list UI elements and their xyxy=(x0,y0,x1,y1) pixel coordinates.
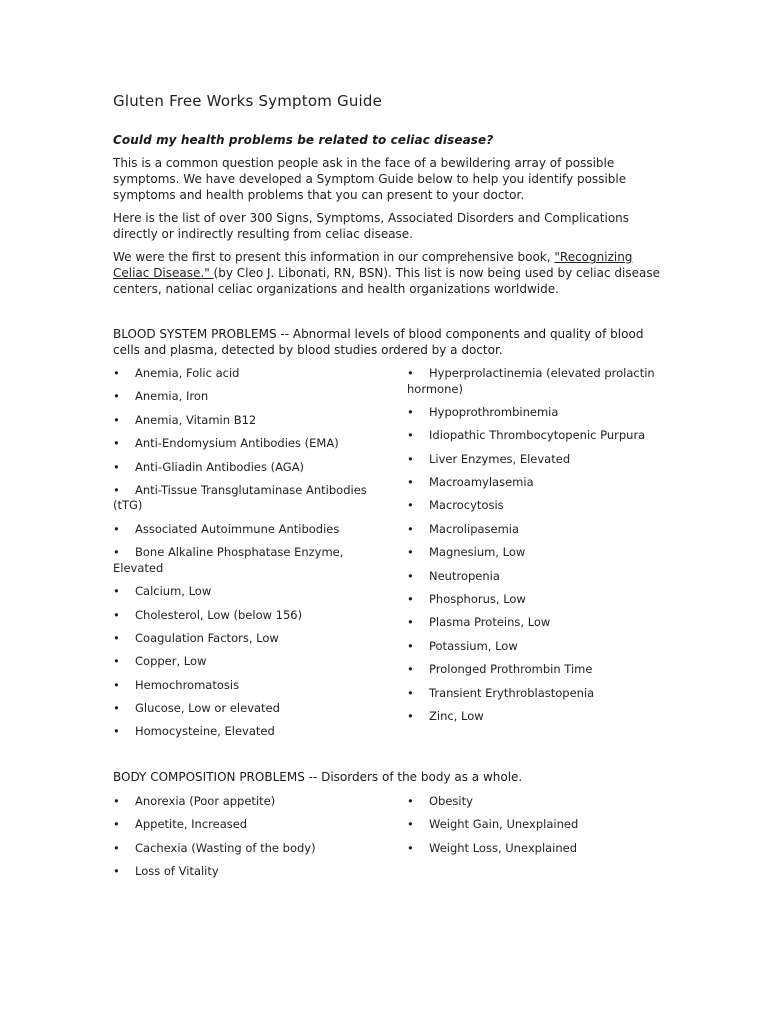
book-title-link[interactable]: "Recognizing Celiac Disease." xyxy=(113,250,633,280)
blood-system-list-right xyxy=(407,366,667,732)
list-item xyxy=(407,615,667,631)
bullet-icon: • xyxy=(113,794,120,808)
list-item xyxy=(113,522,373,538)
bullet-icon: • xyxy=(407,521,414,536)
list-item xyxy=(113,436,373,452)
list-item-text: Cachexia (Wasting of the body) xyxy=(135,840,316,855)
bullet-icon: • xyxy=(407,708,414,723)
intro-paragraph-1: This is a common question people ask in the face of a bewildering array of possible symptoms. We have developed a Symptom Guide below to help you identify possible symptoms and health problems that you can present to your doctor. xyxy=(113,156,627,202)
list-item xyxy=(407,545,667,561)
bullet-icon: • xyxy=(113,840,120,855)
intro-paragraph-3-text-after: (by Cleo J. Libonati, RN, BSN). This list is now being used by celiac disease centers, national celiac organizations and health organizations worldwide. xyxy=(113,266,660,296)
bullet-icon: • xyxy=(113,724,120,739)
list-item xyxy=(113,794,373,810)
list-item-text: Phosphorus, Low xyxy=(429,592,526,607)
bullet-icon: • xyxy=(407,545,414,560)
list-item xyxy=(407,592,667,608)
bullet-icon: • xyxy=(113,584,120,599)
list-item-text: Obesity xyxy=(429,794,473,808)
list-item xyxy=(113,631,373,647)
bullet-icon: • xyxy=(113,701,120,716)
bullet-icon: • xyxy=(407,615,414,630)
list-item-text: Calcium, Low xyxy=(135,584,212,599)
list-item-text: Plasma Proteins, Low xyxy=(429,615,551,630)
list-item-text: Magnesium, Low xyxy=(429,545,526,560)
body-composition-list-left xyxy=(113,794,373,888)
list-item-text: Coagulation Factors, Low xyxy=(135,630,279,645)
list-item xyxy=(407,639,667,655)
bullet-icon: • xyxy=(407,685,414,700)
body-composition-heading: BODY COMPOSITION PROBLEMS -- Disorders of the body as a whole. xyxy=(113,770,523,784)
body-composition-list-right xyxy=(407,794,667,864)
list-item-text: Idiopathic Thrombocytopenic Purpura xyxy=(429,428,646,443)
list-item-text: Weight Loss, Unexplained xyxy=(429,840,578,855)
bullet-icon: • xyxy=(407,638,414,653)
document-title: Gluten Free Works Symptom Guide xyxy=(113,92,383,110)
list-item-text: Anti-Endomysium Antibodies (EMA) xyxy=(135,436,339,451)
blood-system-list-left xyxy=(113,366,373,748)
list-item xyxy=(113,366,373,382)
bullet-icon: • xyxy=(113,654,120,669)
list-item-text: Liver Enzymes, Elevated xyxy=(429,451,571,466)
list-item xyxy=(113,545,373,576)
list-item-text: Potassium, Low xyxy=(429,638,518,653)
bullet-icon: • xyxy=(407,817,414,832)
bullet-icon: • xyxy=(407,428,414,443)
bullet-icon: • xyxy=(407,794,414,808)
list-item xyxy=(407,475,667,491)
list-item xyxy=(407,662,667,678)
bullet-icon: • xyxy=(407,840,414,855)
list-item-text: Anemia, Iron xyxy=(135,389,209,404)
list-item xyxy=(113,584,373,600)
list-item-text: Anemia, Folic acid xyxy=(135,366,240,380)
list-item-text: Transient Erythroblastopenia xyxy=(429,685,595,700)
list-item-text: Anti-Gliadin Antibodies (AGA) xyxy=(135,459,305,474)
list-item-text: Macrocytosis xyxy=(429,498,504,513)
bullet-icon: • xyxy=(407,568,414,583)
list-item xyxy=(113,841,373,857)
list-item xyxy=(407,452,667,468)
list-item-text: Associated Autoimmune Antibodies xyxy=(135,521,340,536)
intro-paragraph-3 xyxy=(113,249,663,297)
bullet-icon: • xyxy=(113,436,120,451)
list-item xyxy=(113,817,373,833)
list-item-text: Appetite, Increased xyxy=(135,817,248,832)
bullet-icon: • xyxy=(113,482,120,497)
list-item-text: Macrolipasemia xyxy=(429,521,520,536)
bullet-icon: • xyxy=(407,498,414,513)
list-item-text: Macroamylasemia xyxy=(429,475,534,490)
list-item-text: Glucose, Low or elevated xyxy=(135,701,280,716)
bullet-icon: • xyxy=(407,592,414,607)
bullet-icon: • xyxy=(113,864,120,879)
list-item xyxy=(407,522,667,538)
list-item xyxy=(113,654,373,670)
list-item xyxy=(407,709,667,725)
bullet-icon: • xyxy=(407,451,414,466)
document-subtitle: Could my health problems be related to celiac disease? xyxy=(113,133,494,147)
bullet-icon: • xyxy=(113,366,120,380)
bullet-icon: • xyxy=(407,475,414,490)
list-item xyxy=(113,678,373,694)
bullet-icon: • xyxy=(407,404,414,419)
bullet-icon: • xyxy=(113,459,120,474)
list-item xyxy=(113,608,373,624)
list-item xyxy=(407,405,667,421)
bullet-icon: • xyxy=(113,607,120,622)
list-item-text: Hypoprothrombinemia xyxy=(429,404,559,419)
bullet-icon: • xyxy=(113,412,120,427)
list-item-text: Bone Alkaline Phosphatase Enzyme, Elevated xyxy=(113,545,344,575)
list-item xyxy=(407,817,667,833)
list-item-text: Zinc, Low xyxy=(429,708,484,723)
bullet-icon: • xyxy=(113,521,120,536)
list-item xyxy=(407,366,667,397)
bullet-icon: • xyxy=(113,545,120,560)
list-item xyxy=(407,428,667,444)
bullet-icon: • xyxy=(113,817,120,832)
bullet-icon: • xyxy=(113,389,120,404)
list-item xyxy=(113,701,373,717)
bullet-icon: • xyxy=(113,630,120,645)
list-item xyxy=(407,686,667,702)
list-item-text: Anti-Tissue Transglutaminase Antibodies (tTG) xyxy=(113,482,367,513)
list-item-text: Weight Gain, Unexplained xyxy=(429,817,579,832)
list-item xyxy=(113,864,373,880)
bullet-icon: • xyxy=(407,662,414,677)
list-item xyxy=(407,841,667,857)
list-item-text: Anorexia (Poor appetite) xyxy=(135,794,276,808)
list-item xyxy=(407,569,667,585)
list-item-text: Neutropenia xyxy=(429,568,500,583)
list-item-text: Prolonged Prothrombin Time xyxy=(429,662,593,677)
list-item xyxy=(113,413,373,429)
bullet-icon: • xyxy=(407,366,414,380)
list-item-text: Anemia, Vitamin B12 xyxy=(135,412,257,427)
list-item xyxy=(407,498,667,514)
list-item xyxy=(113,483,373,514)
list-item xyxy=(113,389,373,405)
list-item-text: Cholesterol, Low (below 156) xyxy=(135,607,303,622)
list-item xyxy=(407,794,667,810)
list-item xyxy=(113,724,373,740)
intro-paragraph-3-text-before: We were the first to present this information in our comprehensive book, xyxy=(113,250,555,264)
intro-paragraph-2: Here is the list of over 300 Signs, Symptoms, Associated Disorders and Complications directly or indirectly resulting from celiac disease. xyxy=(113,211,630,241)
list-item-text: Homocysteine, Elevated xyxy=(135,724,275,739)
list-item-text: Hemochromatosis xyxy=(135,677,240,692)
list-item-text: Copper, Low xyxy=(135,654,207,669)
list-item-text: Loss of Vitality xyxy=(135,864,219,879)
list-item-text: Hyperprolactinemia (elevated prolactin hormone) xyxy=(407,366,655,396)
bullet-icon: • xyxy=(113,677,120,692)
list-item xyxy=(113,460,373,476)
blood-system-heading: BLOOD SYSTEM PROBLEMS -- Abnormal levels of blood components and quality of blood cells and plasma, detected by blood studies ordered by a doctor. xyxy=(113,327,644,357)
